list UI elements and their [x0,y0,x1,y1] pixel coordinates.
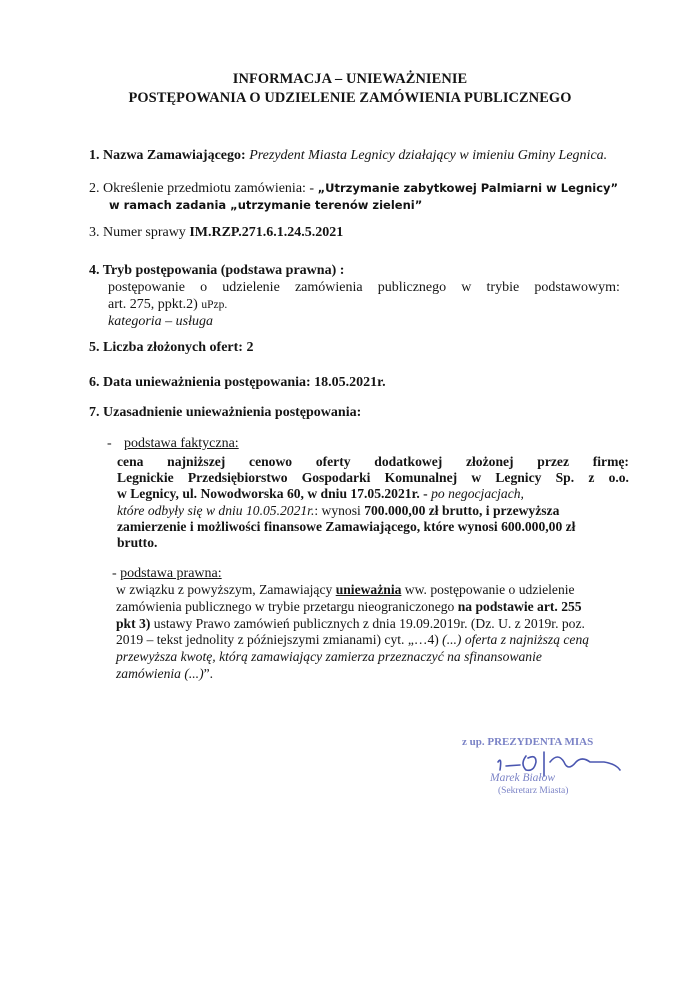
factual-word: złożonej [466,454,514,469]
factual-word: z [588,470,595,486]
factual-word: o.o. [608,470,629,486]
factual-word: cenowo [249,454,293,469]
legal-cancels: unieważnia [335,582,402,597]
factual-line1 [117,454,629,470]
factual-word: Legnickie [117,470,174,486]
factual-basis-body [117,454,629,551]
legal-text: zamówienia publicznego w trybie przetargu nieograniczonego [116,598,458,614]
legal-header-text: podstawa prawna: [120,566,222,581]
legal-line1 [116,582,630,599]
factual-line2 [117,470,629,486]
factual-line5: zamierzenie i możliwości finansowe Zamawiającego, które wynosi 600.000,00 zł [117,518,576,534]
legal-line2 [116,599,630,616]
stamp-line3: (Sekretarz Miasta) [498,786,569,796]
factual-line3-italic: po negocjacjach, [427,486,524,502]
factual-word: dodatkowej [374,454,443,469]
item4-act: uPzp. [201,299,228,311]
factual-word: Legnicy [495,470,542,486]
factual-word: oferty [315,454,351,469]
stamp-line1: z up. PREZYDENTA MIAS [462,736,594,748]
factual-line3 [117,486,629,502]
legal-line3 [116,616,630,633]
factual-word: przez [537,454,569,469]
item3-value: IM.RZP.271.6.1.24.5.2021 [189,225,344,240]
legal-text: ww. postępowanie o udzielenie [401,582,575,597]
stamp-line2: Marek Białow [490,772,556,784]
item4-word: trybie [486,280,520,295]
item4-word: publicznego [377,280,447,295]
item4-word: w [461,280,472,295]
item4-label: 4. Tryb postępowania (podstawa prawna) : [89,263,345,278]
document-title-line2: POSTĘPOWANIA O UDZIELENIE ZAMÓWIENIA PUBLICZNEGO [128,90,572,106]
factual-basis-header [107,436,627,452]
legal-point: pkt 3) [116,615,151,631]
factual-line4 [117,503,629,519]
factual-header-text: podstawa faktyczna: [124,436,239,451]
factual-line4-normal: : wynosi [314,502,365,518]
item-contracting-authority [89,147,649,164]
legal-text: w związku z powyższym, Zamawiający [116,582,336,597]
factual-word: cena [117,454,144,469]
factual-word: Sp. [555,470,575,486]
item4-line1 [108,279,620,296]
legal-basis-header [112,566,632,582]
legal-text: ustawy Prawo zamówień publicznych z dnia 19.09.2019r. (Dz. U. z 2019r. poz. [150,615,585,631]
legal-line4 [116,632,630,649]
item-procedure-mode [89,262,629,329]
legal-basis [112,566,632,681]
factual-word: Komunalnej [384,470,458,486]
item2-line2: w ramach zadania „utrzymanie terenów zieleni” [109,198,423,212]
item-case-number [89,224,649,241]
item-justification: 7. Uzasadnienie unieważnienia postępowania: [89,405,362,420]
item4-category: kategoria – usługa [108,314,213,329]
item4-word: podstawowym: [534,280,620,295]
item1-value: Prezydent Miasta Legnicy działający w imieniu Gminy Legnica. [249,148,608,163]
legal-line6 [116,666,630,683]
document-title-line1: INFORMACJA – UNIEWAŻNIENIE [232,71,468,87]
factual-word: w [471,470,482,486]
item4-word: o [200,280,208,295]
item-offer-count: 5. Liczba złożonych ofert: 2 [89,340,254,355]
legal-text: ”. [203,665,214,681]
legal-text: 2019 – tekst jednolity z późniejszymi zmianami) cyt. „…4) [116,632,443,648]
item1-label: 1. Nazwa Zamawiającego: [89,148,246,163]
signature-stamp [440,732,630,812]
item2-subject: „Utrzymanie zabytkowej Palmiarni w Legnicy” [317,181,619,195]
factual-word: firmę: [592,454,629,469]
legal-quote-end: zamówienia (...) [116,665,204,681]
factual-dash: - [107,436,112,451]
legal-quote: (...) oferta z najniższą ceną [442,632,590,648]
item-subject [89,180,629,212]
item4-word: udzielenie [222,280,280,295]
legal-dash: - [112,566,121,581]
legal-line5: przewyższa kwotę, którą zamawiający zamierza przeznaczyć na sfinansowanie [116,649,542,665]
factual-line6: brutto. [117,535,158,551]
item3-label: 3. Numer sprawy [89,225,190,240]
factual-basis [107,436,629,551]
item4-line2 [108,296,620,314]
item4-word: zamówienia [294,280,363,295]
item4-word: postępowanie [108,280,185,295]
factual-word: Gospodarki [301,470,371,486]
legal-basis-body [116,582,630,683]
item4-article: art. 275, ppkt.2) [108,297,202,312]
factual-word: najniższej [167,454,226,469]
factual-line4-italic: które odbyły się w dniu 10.05.2021r. [117,502,315,518]
legal-article: na podstawie art. 255 [457,598,582,614]
item-cancel-date: 6. Data unieważnienia postępowania: 18.05.2021r. [89,375,386,390]
factual-word: Przedsiębiorstwo [187,470,288,486]
factual-line3-bold: w Legnicy, ul. Nowodworska 60, w dniu 17.05.2021r. - [117,486,428,502]
item2-label: 2. Określenie przedmiotu zamówienia: - [89,181,318,196]
factual-line4-bold: 700.000,00 zł brutto, i przewyższa [364,502,560,518]
